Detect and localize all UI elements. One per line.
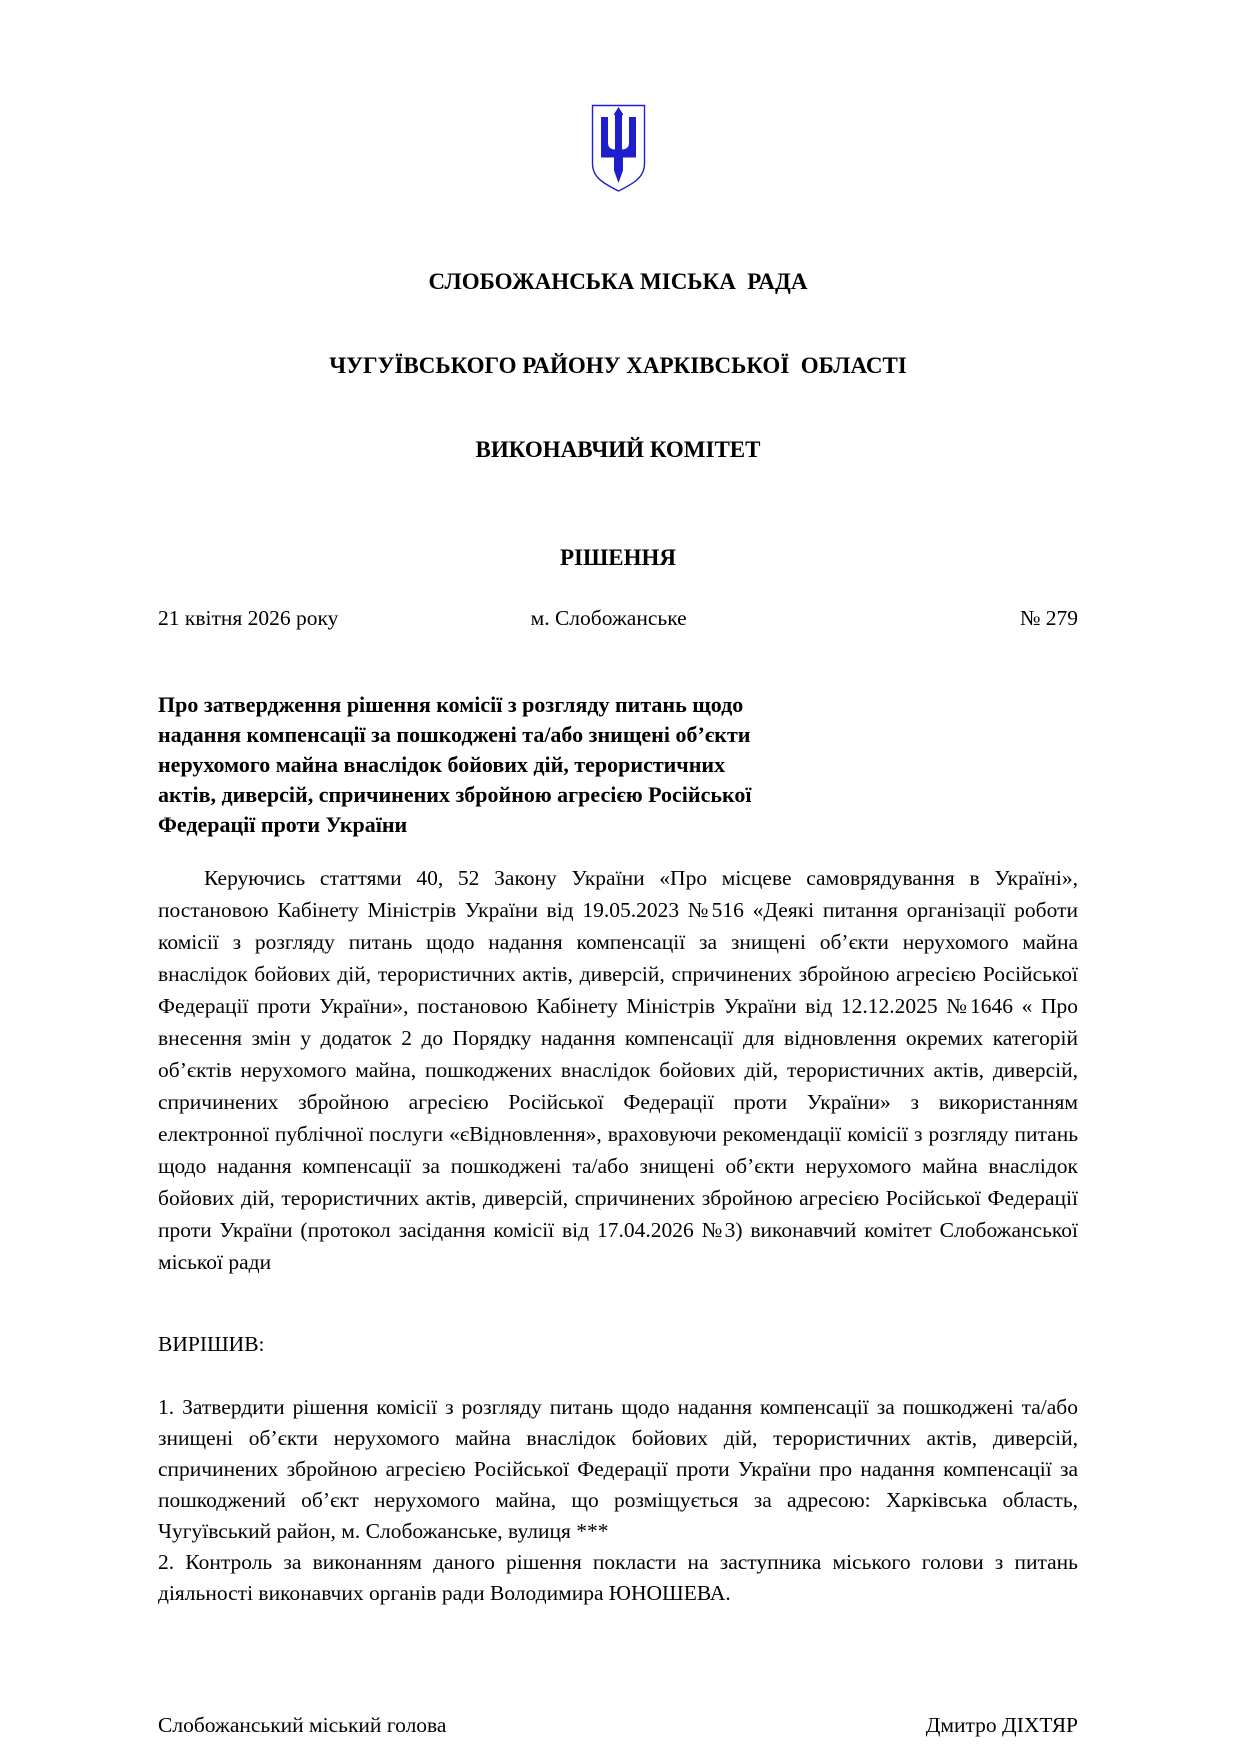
decision-items (158, 1392, 1078, 1609)
document-number: № 279 (1019, 606, 1078, 630)
signer-position: Слобожанський міський голова (158, 1713, 447, 1737)
document-content (0, 103, 1240, 1739)
decision-item-1: 1. Затвердити рішення комісії з розгляду питань щодо надання компенсації за пошкоджені та/або знищені об’єкти нерухомого майна внаслідок бойових дій, терористичних актів, диверсій, спричинених збройною агресією Російської Федерації проти України про надання компенсації за пошкоджений об’єкт нерухомого майна, що розміщується за адресою: Харківська область, Чугуївський район, м. Слобожанське, вулиця *** (158, 1395, 1078, 1543)
document-place: м. Слобожанське (530, 606, 687, 630)
issuer-name-line: СЛОБОЖАНСЬКА МІСЬКА РАДА (428, 269, 808, 294)
signature-row (158, 1711, 1078, 1739)
signer-name: Дмитро ДІХТЯР (925, 1713, 1078, 1737)
document-subject: Про затвердження рішення комісії з розгляду питань щодо надання компенсації за пошкоджені та/або знищені об’єкти нерухомого майна внаслідок бойових дій, терористичних актів, диверсій, спричинених збройною агресією Російської Федерації проти України (158, 692, 752, 837)
resolved-label: ВИРІШИВ: (158, 1332, 265, 1356)
emblem-container (158, 103, 1078, 200)
meta-row (158, 604, 1078, 632)
issuer-header (158, 212, 1078, 520)
ukraine-trident-icon (590, 103, 647, 200)
preamble-paragraph: Керуючись статтями 40, 52 Закону України «Про місцеве самоврядування в Україні», постановою Кабінету Міністрів України від 19.05.2023 №516 «Деякі питання організації роботи комісії з розгляду питань щодо надання компенсації за знищені об’єкти нерухомого майна внаслідок бойових дій, терористичних актів, диверсій, спричинених збройною агресією Російської Федерації проти України», постановою Кабінету Міністрів України від 12.12.2025 №1646 « Про внесення змін у додаток 2 до Порядку надання компенсації для відновлення окремих категорій об’єктів нерухомого майна, пошкоджених внаслідок бойових дій, терористичних актів, диверсій, спричинених збройною агресією Російської Федерації проти України» з використанням електронної публічної послуги «єВідновлення», враховуючи рекомендації комісії з розгляду питань щодо надання компенсації за пошкоджені та/або знищені об’єкти нерухомого майна внаслідок бойових дій, терористичних актів, диверсій, спричинених збройною агресією Російської Федерації проти України (протокол засідання комісії від 17.04.2026 №3) виконавчий комітет Слобожанської міської ради (158, 866, 1078, 1274)
issuer-region-line: ЧУГУЇВСЬКОГО РАЙОНУ ХАРКІВСЬКОЇ ОБЛАСТІ (329, 353, 907, 378)
document-date: 21 квітня 2026 року (158, 606, 339, 630)
decision-item-2: 2. Контроль за виконанням даного рішення покласти на заступника міського голови з питань діяльності виконавчих органів ради Володимира ЮНОШЕВА. (158, 1550, 1078, 1605)
issuer-body-line: ВИКОНАВЧИЙ КОМІТЕТ (475, 437, 761, 462)
trident-glyph (601, 107, 636, 183)
document-type-title: РІШЕННЯ (560, 545, 676, 570)
